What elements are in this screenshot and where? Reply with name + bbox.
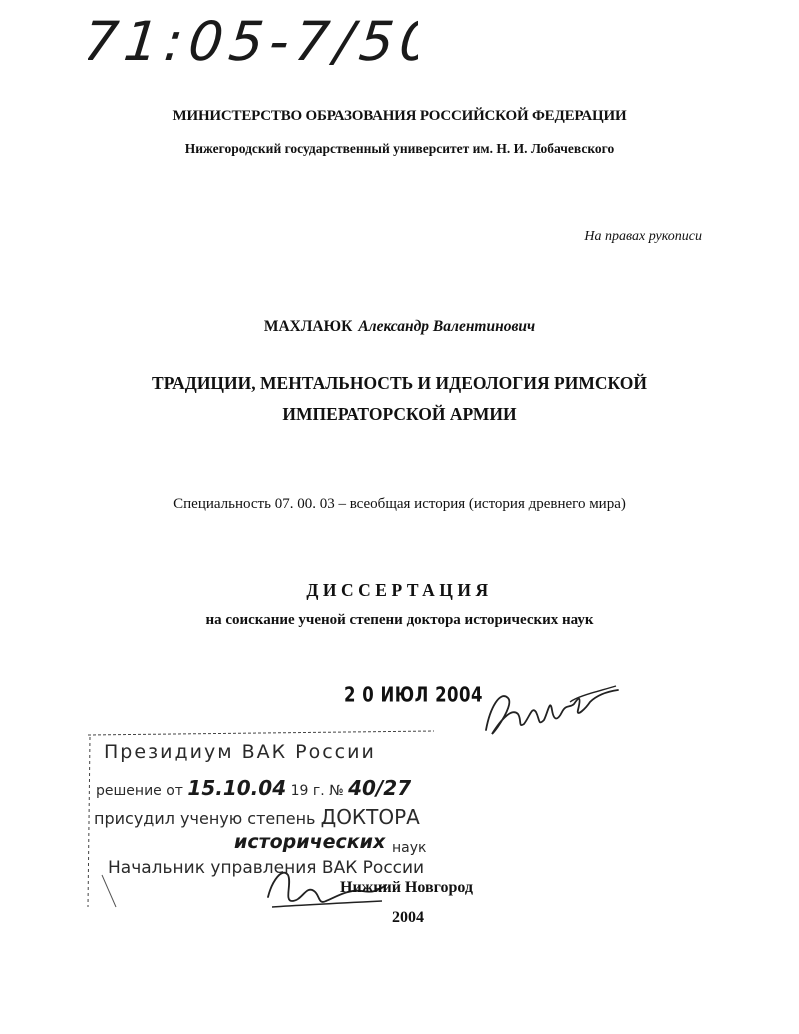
- specialty-line: Специальность 07. 00. 03 – всеобщая история (история древнего мира): [173, 496, 626, 512]
- archive-number: [88, 2, 418, 74]
- year: 2004: [392, 909, 424, 926]
- stamp-decision-prefix: решение от: [96, 783, 183, 799]
- stamp-line-head: Начальник управления ВАК России: [108, 858, 425, 878]
- archive-number-text: 71:05-7/50: [88, 10, 418, 73]
- city: Нижний Новгород: [340, 879, 474, 896]
- signature-top: [478, 668, 623, 746]
- stamp-decision-date: 15.10.04: [187, 776, 287, 800]
- stamp-decision-no-label: г. №: [312, 783, 344, 799]
- stamp-degree-level: ДОКТОРА: [320, 805, 420, 829]
- degree-line: на соискание ученой степени доктора исторических наук: [205, 612, 594, 628]
- title-line-1: ТРАДИЦИИ, МЕНТАЛЬНОСТЬ И ИДЕОЛОГИЯ РИМСКОЙ: [152, 373, 647, 393]
- received-date-stamp: 2 0 ИЮЛ 2004: [344, 682, 483, 707]
- stamp-field-suffix: наук: [392, 840, 427, 856]
- document-type: ДИССЕРТАЦИЯ: [306, 580, 493, 600]
- university-heading: Нижегородский государственный университет им. Н. И. Лобачевского: [184, 141, 615, 156]
- ministry-heading: МИНИСТЕРСТВО ОБРАЗОВАНИЯ РОССИЙСКОЙ ФЕДЕРАЦИИ: [172, 108, 627, 124]
- stamp-decision-number: 40/27: [348, 776, 412, 800]
- author-given-names: Александр Валентинович: [358, 318, 536, 335]
- author-surname: МАХЛАЮК: [263, 318, 353, 335]
- stamp-field-handwritten: исторических: [234, 831, 386, 853]
- title-line-2: ИМПЕРАТОРСКОЙ АРМИИ: [282, 404, 517, 424]
- stamp-degree-prefix: присудил ученую степень: [94, 809, 316, 828]
- rights-note: На правах рукописи: [584, 229, 702, 244]
- author-name: [0, 318, 799, 336]
- stamp-line-degree: [94, 805, 420, 829]
- stamp-line-decision: [96, 776, 411, 800]
- stamp-decision-year: 19: [290, 783, 309, 799]
- stamp-line-presidium: Президиум ВАК России: [104, 741, 376, 763]
